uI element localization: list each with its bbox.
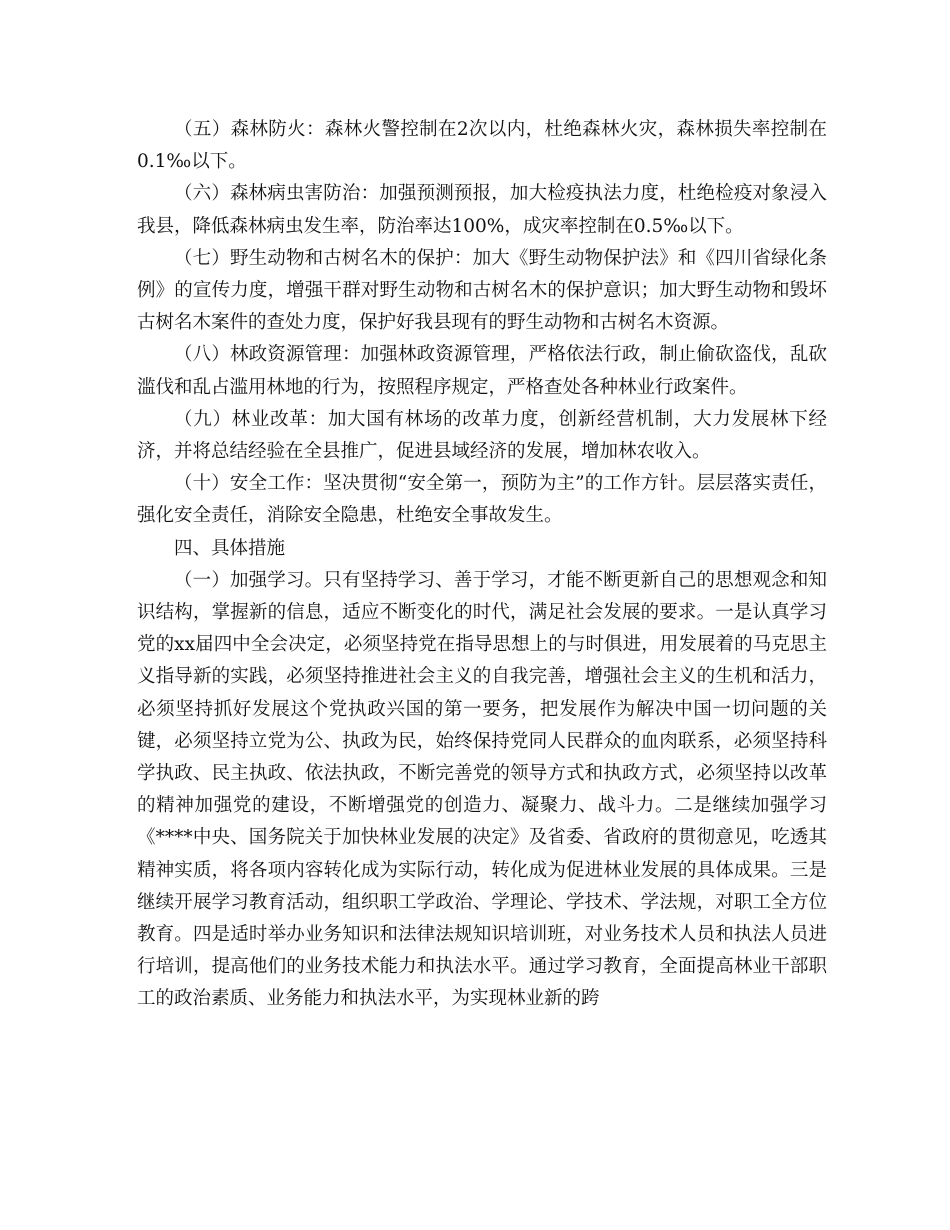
document-body bbox=[137, 114, 827, 1016]
section-heading-specific-measures: 四、具体措施 bbox=[174, 537, 286, 559]
paragraph-pest-control: （六）森林病虫害防治：加强预测预报，加大检疫执法力度，杜绝检疫对象浸入我县，降低森林病虫发生率，防治率达100%，成灾率控制在0.5‰以下。 bbox=[137, 183, 827, 237]
paragraph-forestry-reform: （九）林业改革：加大国有林场的改革力度，创新经营机制，大力发展林下经济，并将总结经验在全县推广，促进县域经济的发展，增加林农收入。 bbox=[137, 408, 827, 463]
paragraph-wildlife-protection: （七）野生动物和古树名木的保护：加大《野生动物保护法》和《四川省绿化条例》的宣传力度，增强干群对野生动物和古树名木的保护意识；加大野生动物和毁坏古树名木案件的查处力度，保护好我县现有的野生动物和古树名木资源。 bbox=[137, 247, 827, 334]
paragraph-safety-work: （十）安全工作：坚决贯彻“安全第一，预防为主”的工作方针。层层落实责任，强化安全责任，消除安全隐患，杜绝安全事故发生。 bbox=[137, 473, 827, 527]
paragraph-forest-resource-management: （八）林政资源管理：加强林政资源管理，严格依法行政，制止偷砍盗伐，乱砍滥伐和乱占滥用林地的行为，按照程序规定，严格查处各种林业行政案件。 bbox=[137, 344, 827, 398]
paragraph-forest-fire-prevention: （五）森林防火：森林火警控制在2次以内，杜绝森林火灾，森林损失率控制在0.1‰以下。 bbox=[137, 119, 827, 173]
paragraph-strengthen-learning: （一）加强学习。只有坚持学习、善于学习，才能不断更新自己的思想观念和知识结构，掌握新的信息，适应不断变化的时代，满足社会发展的要求。一是认真学习党的xx届四中全会决定，必须坚持党在指导思想上的与时俱进，用发展着的马克思主义指导新的实践，必须坚持推进社会主义的自我完善，增强社会主义的生机和活力，必须坚持抓好发展这个党执政兴国的第一要务，把发展作为解决中国一切问题的关键，必须坚持立党为公、执政为民，始终保持党同人民群众的血肉联系，必须坚持科学执政、民主执政、依法执政，不断完善党的领导方式和执政方式，必须坚持以改革的精神加强党的建设，不断增强党的创造力、凝聚力、战斗力。二是继续加强学习《****中央、国务院关于加快林业发展的决定》及省委、省政府的贯彻意见，吃透其精神实质，将各项内容转化成为实际行动，转化成为促进林业发展的具体成果。三是继续开展学习教育活动，组织职工学政治、学理论、学技术、学法规，对职工全方位教育。四是适时举办业务知识和法律法规知识培训班，对业务技术人员和执法人员进行培训，提高他们的业务技术能力和执法水平。通过学习教育，全面提高林业干部职工的政治素质、业务能力和执法水平，为实现林业新的跨 bbox=[137, 569, 827, 1010]
